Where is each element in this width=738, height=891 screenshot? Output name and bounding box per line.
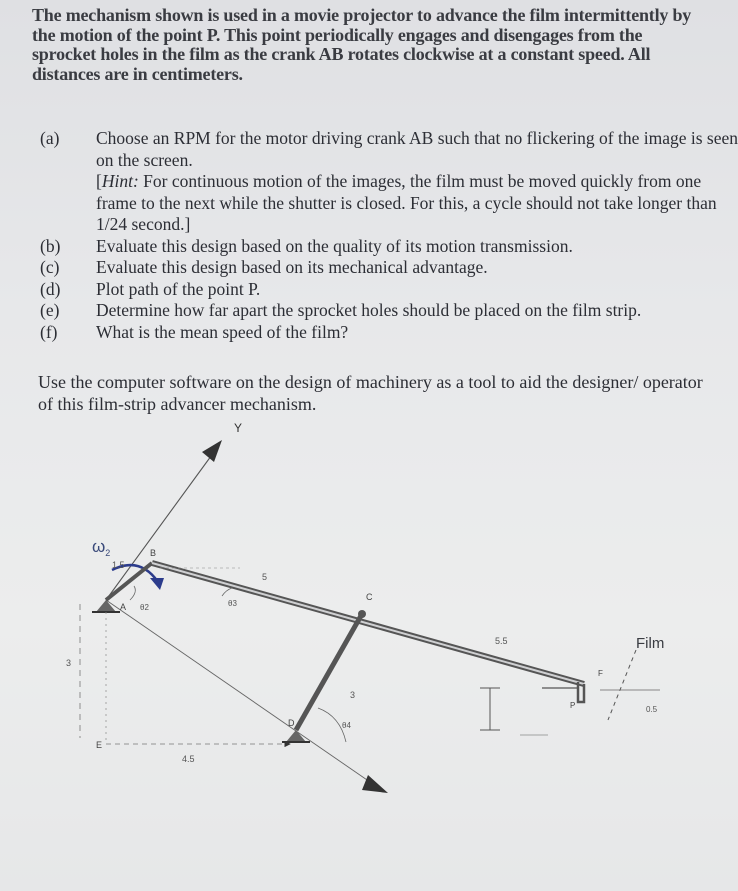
question-label: (c) [40,257,60,277]
question-label: (d) [40,278,61,299]
point-c-label: C [366,592,373,602]
film-label: Film [636,635,665,652]
theta4-label: θ4 [342,721,351,730]
dim-vertical: 3 [66,658,72,668]
question-text: Evaluate this design based on the quality of its motion transmission. [96,235,573,256]
question-label: (e) [40,300,60,320]
omega-label: $\omega_2$ [92,537,111,558]
rocker-cd [296,614,362,730]
dim-cp: 5.5 [495,636,508,646]
question-text: Evaluate this design based on its mechanical advantage. [96,257,488,277]
question-text: What is the mean speed of the film? [96,321,349,342]
question-text: Determine how far apart the sprocket holes should be placed on the film strip. [96,300,642,320]
y-axis-arrowhead [202,440,222,462]
dim-horizontal: 4.5 [182,754,195,764]
question-label: (a) [40,128,60,148]
software-note: Use the computer software on the design of machinery as a tool to aid the designer/ operator of this film-strip advancer mechanism. [38,372,703,414]
theta2-arc [130,586,135,600]
question-text: Plot path of the point P. [96,278,261,299]
dim-film: 0.5 [646,705,658,714]
intro-line-3: sprocket holes in the film as the crank AB rotates clockwise at a constant speed. All [32,44,651,64]
x-axis-diagonal [106,600,370,782]
point-b-label: B [150,548,157,558]
film-strip [608,650,636,720]
theta3-label: θ3 [228,599,237,608]
dim-ab: 1.5 [112,560,125,570]
hint-text: [Hint: For continuous motion of the images, the film must be moved quickly from one frame to the next while the shutter is closed. For this, a cycle should not take longer than 1/24 second.] [96,171,717,234]
x-axis-arrowhead [362,775,388,793]
question-label: (f) [40,321,58,342]
intro-line-4: distances are in centimeters. [32,63,243,84]
joint-c [358,610,366,618]
point-a-label: A [120,602,127,612]
question-text: Choose an RPM for the motor driving crank AB such that no flickering of the image is seen on the screen. [96,128,738,170]
theta2-label: θ2 [140,603,149,612]
point-p-label: P [570,701,576,710]
point-f-label: F [598,669,603,678]
dim-cd: 3 [350,690,356,700]
point-e-label: E [96,740,103,750]
coupler-link-inner [152,563,584,684]
y-axis-label: Y [234,421,243,435]
point-d-label: D [288,718,295,728]
theta3-arc [222,588,232,596]
omega-arrowhead [150,578,164,590]
intro-line-2: the motion of the point P. This point periodically engages and disengages from the [32,24,643,45]
ground-pivot-a [96,600,116,612]
intro-line-1: The mechanism shown is used in a movie projector to advance the film intermittently by [32,5,692,25]
dim-bc: 5 [262,572,268,582]
question-label: (b) [40,235,61,256]
